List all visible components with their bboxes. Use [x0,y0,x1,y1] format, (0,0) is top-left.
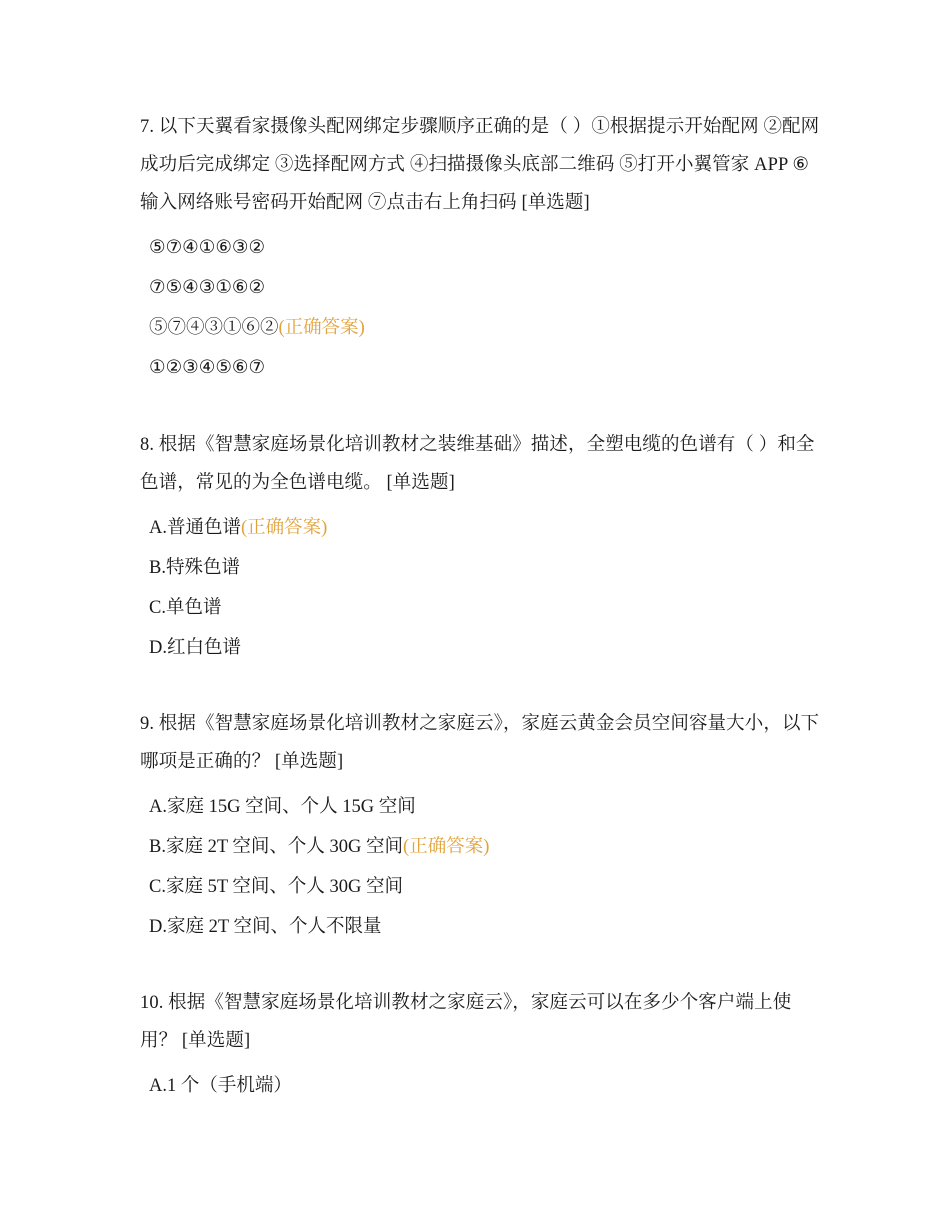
option-c [149,867,820,907]
question-10 [140,984,820,1106]
option-list [140,508,820,668]
option-label: B.家庭 2T 空间、个人 30G 空间 [149,837,404,857]
option-label: D.家庭 2T 空间、个人不限量 [149,917,382,937]
option-b [149,548,820,588]
option-d [149,907,820,947]
option-d [149,628,820,668]
option-d [149,348,820,388]
question-text: 10. 根据《智慧家庭场景化培训教材之家庭云》，家庭云可以在多少个客户端上使用？ [单选题] [140,993,792,1051]
option-a [149,787,820,827]
question-8 [140,426,820,668]
option-a [149,1066,820,1106]
option-a [149,508,820,548]
option-list [140,787,820,947]
option-label: A.家庭 15G 空间、个人 15G 空间 [149,797,416,817]
option-label: ⑦⑤④③①⑥② [149,278,266,298]
question-7 [140,108,820,388]
option-label: A.1 个（手机端） [149,1076,292,1096]
option-c [149,588,820,628]
question-text: 7. 以下天翼看家摄像头配网绑定步骤顺序正确的是（ ）①根据提示开始配网 ②配网成功后完成绑定 ③选择配网方式 ④扫描摄像头底部二维码 ⑤打开小翼管家 APP ⑥ 输入网络账号密码开始配网 ⑦点击右上角扫码 [单选题] [140,117,820,213]
correct-answer-mark: (正确答案) [241,518,328,538]
option-c [149,308,820,348]
option-label: A.普通色谱 [149,518,241,538]
option-label: D.红白色谱 [149,638,241,658]
option-b [149,827,820,867]
option-b [149,268,820,308]
option-list [140,1066,820,1106]
option-label: ⑤⑦④③①⑥② [149,318,279,338]
option-a [149,228,820,268]
correct-answer-mark: (正确答案) [278,318,365,338]
question-text: 9. 根据《智慧家庭场景化培训教材之家庭云》，家庭云黄金会员空间容量大小，以下哪项是正确的？ [单选题] [140,714,820,772]
question-text: 8. 根据《智慧家庭场景化培训教材之装维基础》描述，全塑电缆的色谱有（ ）和全色谱，常见的为全色谱电缆。 [单选题] [140,435,815,493]
question-9 [140,705,820,947]
option-label: ①②③④⑤⑥⑦ [149,358,266,378]
option-label: B.特殊色谱 [149,558,240,578]
option-label: ⑤⑦④①⑥③② [149,238,266,258]
option-label: C.家庭 5T 空间、个人 30G 空间 [149,877,404,897]
option-label: C.单色谱 [149,598,222,618]
option-list [140,228,820,388]
correct-answer-mark: (正确答案) [403,837,490,857]
